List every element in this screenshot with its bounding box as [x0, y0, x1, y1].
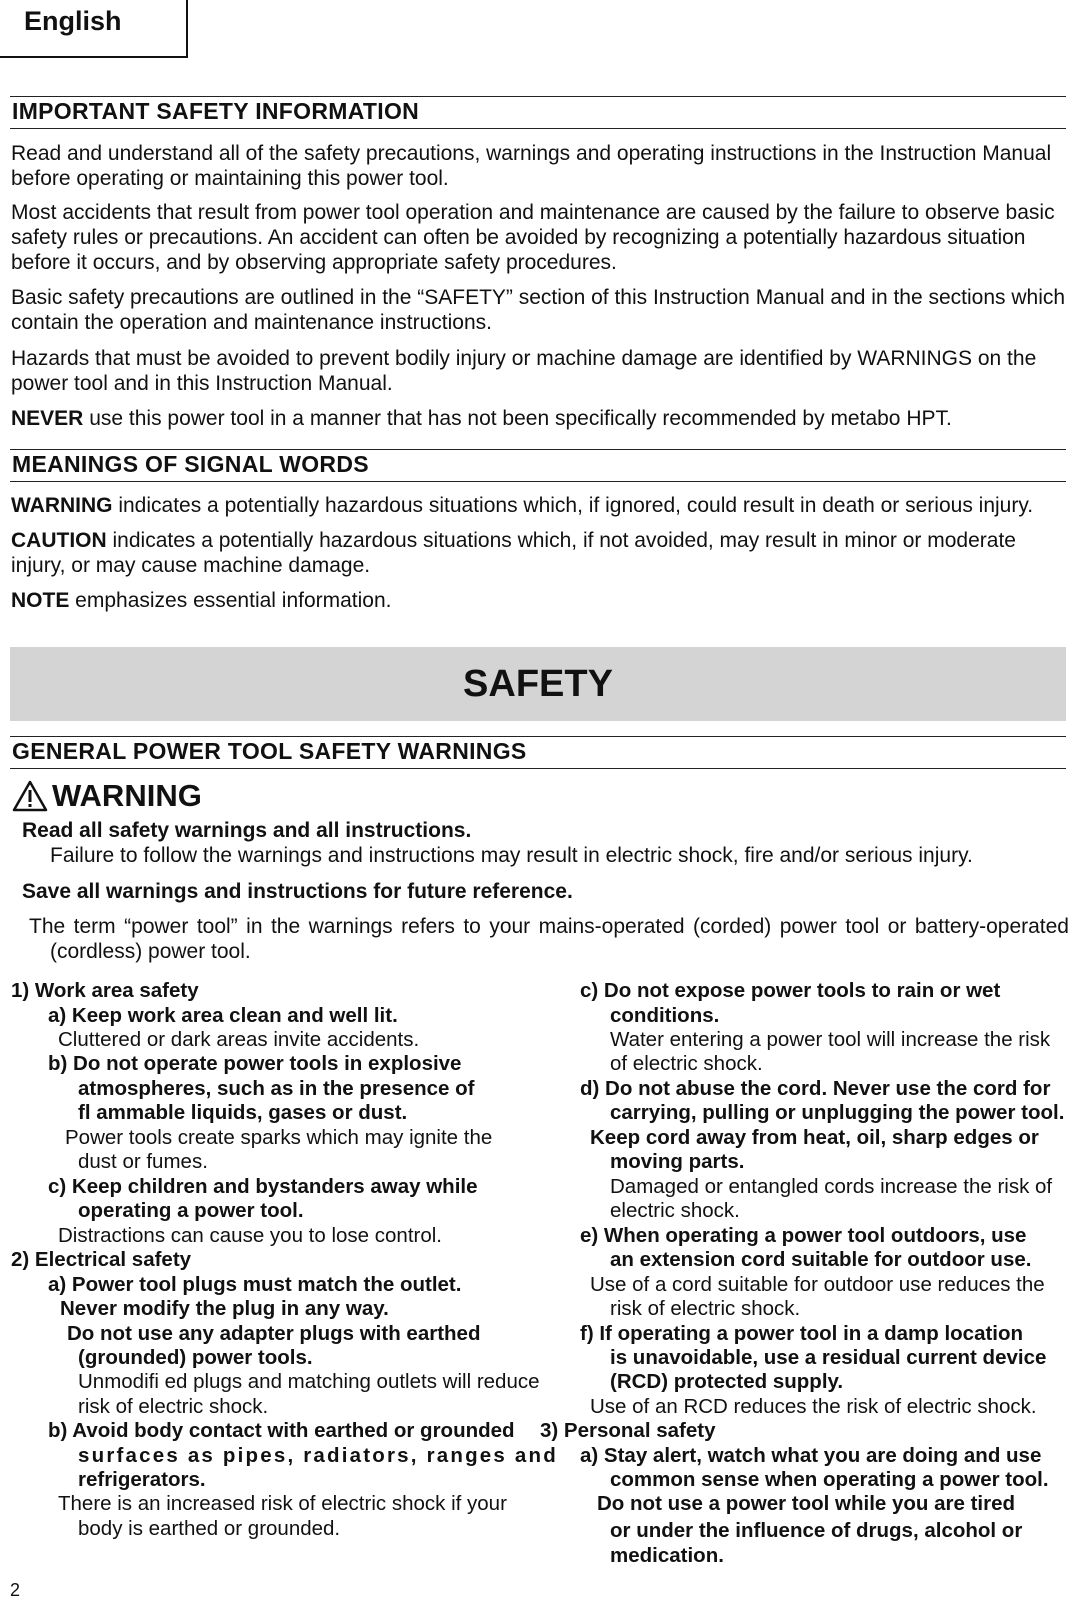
- paragraph-hazards: Hazards that must be avoided to prevent bodily injury or machine damage are identified by WARNINGS on the power tool and in this Instruction Manual.: [11, 347, 1037, 395]
- list-item: an extension cord suitable for outdoor use.: [610, 1248, 1032, 1271]
- list-item: Do not use any adapter plugs with earthed: [67, 1322, 481, 1345]
- electrical-safety-heading: 2) Electrical safety: [11, 1248, 192, 1271]
- list-item: Cluttered or dark areas invite accidents.: [58, 1028, 420, 1051]
- list-item: medication.: [610, 1544, 724, 1567]
- list-item: fl ammable liquids, gases or dust.: [78, 1101, 408, 1124]
- list-item: or under the influence of drugs, alcohol or: [610, 1519, 1023, 1542]
- safety-banner-title: SAFETY: [463, 663, 613, 705]
- list-item: b) Avoid body contact with earthed or grounded: [48, 1419, 515, 1442]
- list-item: a) Power tool plugs must match the outlet.: [48, 1273, 462, 1296]
- list-item: (RCD) protected supply.: [610, 1370, 844, 1393]
- note-definition-text: emphasizes essential information.: [69, 589, 392, 612]
- note-term: NOTE: [11, 589, 70, 612]
- list-item: body is earthed or grounded.: [78, 1517, 341, 1540]
- list-item: b) Do not operate power tools in explosive: [48, 1052, 462, 1075]
- list-item: electric shock.: [610, 1199, 740, 1222]
- list-item: d) Do not abuse the cord. Never use the cord for: [580, 1077, 1051, 1100]
- list-item: Use of a cord suitable for outdoor use reduces the: [590, 1273, 1045, 1296]
- warning-label: WARNING: [52, 778, 202, 813]
- list-item: a) Keep work area clean and well lit.: [48, 1004, 398, 1027]
- list-item: c) Keep children and bystanders away while: [48, 1175, 478, 1198]
- paragraph-basic-precautions: Basic safety precautions are outlined in the “SAFETY” section of this Instruction Manual and in the sections which contain the operation and maintenance instructions.: [11, 286, 1066, 334]
- list-item: Use of an RCD reduces the risk of electric shock.: [590, 1395, 1037, 1418]
- personal-safety-heading: 3) Personal safety: [540, 1419, 716, 1442]
- paragraph-read-understand: Read and understand all of the safety precautions, warnings and operating instructions in the Instruction Manual before operating or maintaining this power tool.: [11, 142, 1052, 190]
- list-item: (grounded) power tools.: [78, 1346, 313, 1369]
- list-item: risk of electric shock.: [610, 1297, 801, 1320]
- power-tool-term-line1: The term “power tool” in the warnings refers to your mains-operated (corded) power tool or battery-operated: [29, 915, 1069, 938]
- list-item: e) When operating a power tool outdoors, use: [580, 1224, 1027, 1247]
- list-item: surfaces as pipes, radiators, ranges and: [78, 1444, 558, 1467]
- read-all-instructions: Read all safety warnings and all instructions.: [22, 819, 472, 842]
- signal-words-title: MEANINGS OF SIGNAL WORDS: [12, 451, 369, 477]
- caution-term: CAUTION: [11, 529, 107, 552]
- list-item: moving parts.: [610, 1150, 745, 1173]
- list-item: Power tools create sparks which may ignite the: [65, 1126, 493, 1149]
- list-item: atmospheres, such as in the presence of: [78, 1077, 475, 1100]
- list-item: risk of electric shock.: [78, 1395, 269, 1418]
- power-tool-term-line2: (cordless) power tool.: [50, 940, 251, 963]
- never-text: use this power tool in a manner that has not been specifically recommended by metabo HPT.: [83, 407, 952, 430]
- list-item: Unmodifi ed plugs and matching outlets will reduce: [78, 1370, 540, 1393]
- paragraph-most-accidents: Most accidents that result from power tool operation and maintenance are caused by the failure to observe basic safety rules or precautions. An accident can often be avoided by recognizing a potentially hazardous situation before it occurs, and by observing appropriate safety procedures.: [11, 201, 1055, 274]
- warning-definition-text: indicates a potentially hazardous situations which, if ignored, could result in death or serious injury.: [112, 494, 1034, 517]
- list-item: f) If operating a power tool in a damp location: [580, 1322, 1024, 1345]
- list-item: There is an increased risk of electric shock if your: [58, 1492, 507, 1515]
- list-item: dust or fumes.: [78, 1150, 208, 1173]
- list-item: a) Stay alert, watch what you are doing and use: [580, 1444, 1042, 1467]
- list-item: conditions.: [610, 1004, 720, 1027]
- list-item: Water entering a power tool will increase the risk: [610, 1028, 1051, 1051]
- warning-term: WARNING: [11, 494, 113, 517]
- work-area-safety-heading: 1) Work area safety: [11, 979, 199, 1002]
- list-item: refrigerators.: [78, 1468, 206, 1491]
- list-item: Distractions can cause you to lose control.: [58, 1224, 442, 1247]
- list-item: carrying, pulling or unplugging the power tool.: [610, 1101, 1065, 1124]
- never-label: NEVER: [11, 407, 84, 430]
- list-item: Keep cord away from heat, oil, sharp edges or: [590, 1126, 1039, 1149]
- language-label: English: [24, 6, 122, 36]
- important-safety-title: IMPORTANT SAFETY INFORMATION: [12, 98, 420, 124]
- list-item: common sense when operating a power tool.: [610, 1468, 1049, 1491]
- page-number: 2: [10, 1580, 21, 1600]
- caution-definition-text: indicates a potentially hazardous situations which, if not avoided, may result in minor or moderate injury, or may cause machine damage.: [11, 529, 1016, 577]
- list-item: Do not use a power tool while you are tired: [597, 1492, 1016, 1515]
- list-item: Damaged or entangled cords increase the risk of: [610, 1175, 1053, 1198]
- list-item: c) Do not expose power tools to rain or wet: [580, 979, 1001, 1002]
- list-item: is unavoidable, use a residual current device: [610, 1346, 1047, 1369]
- list-item: Never modify the plug in any way.: [60, 1297, 389, 1320]
- save-all-warnings: Save all warnings and instructions for future reference.: [22, 880, 573, 903]
- failure-consequence: Failure to follow the warnings and instructions may result in electric shock, fire and/or serious injury.: [50, 844, 973, 867]
- list-item: of electric shock.: [610, 1052, 763, 1075]
- list-item: operating a power tool.: [78, 1199, 304, 1222]
- general-warnings-title: GENERAL POWER TOOL SAFETY WARNINGS: [12, 738, 527, 764]
